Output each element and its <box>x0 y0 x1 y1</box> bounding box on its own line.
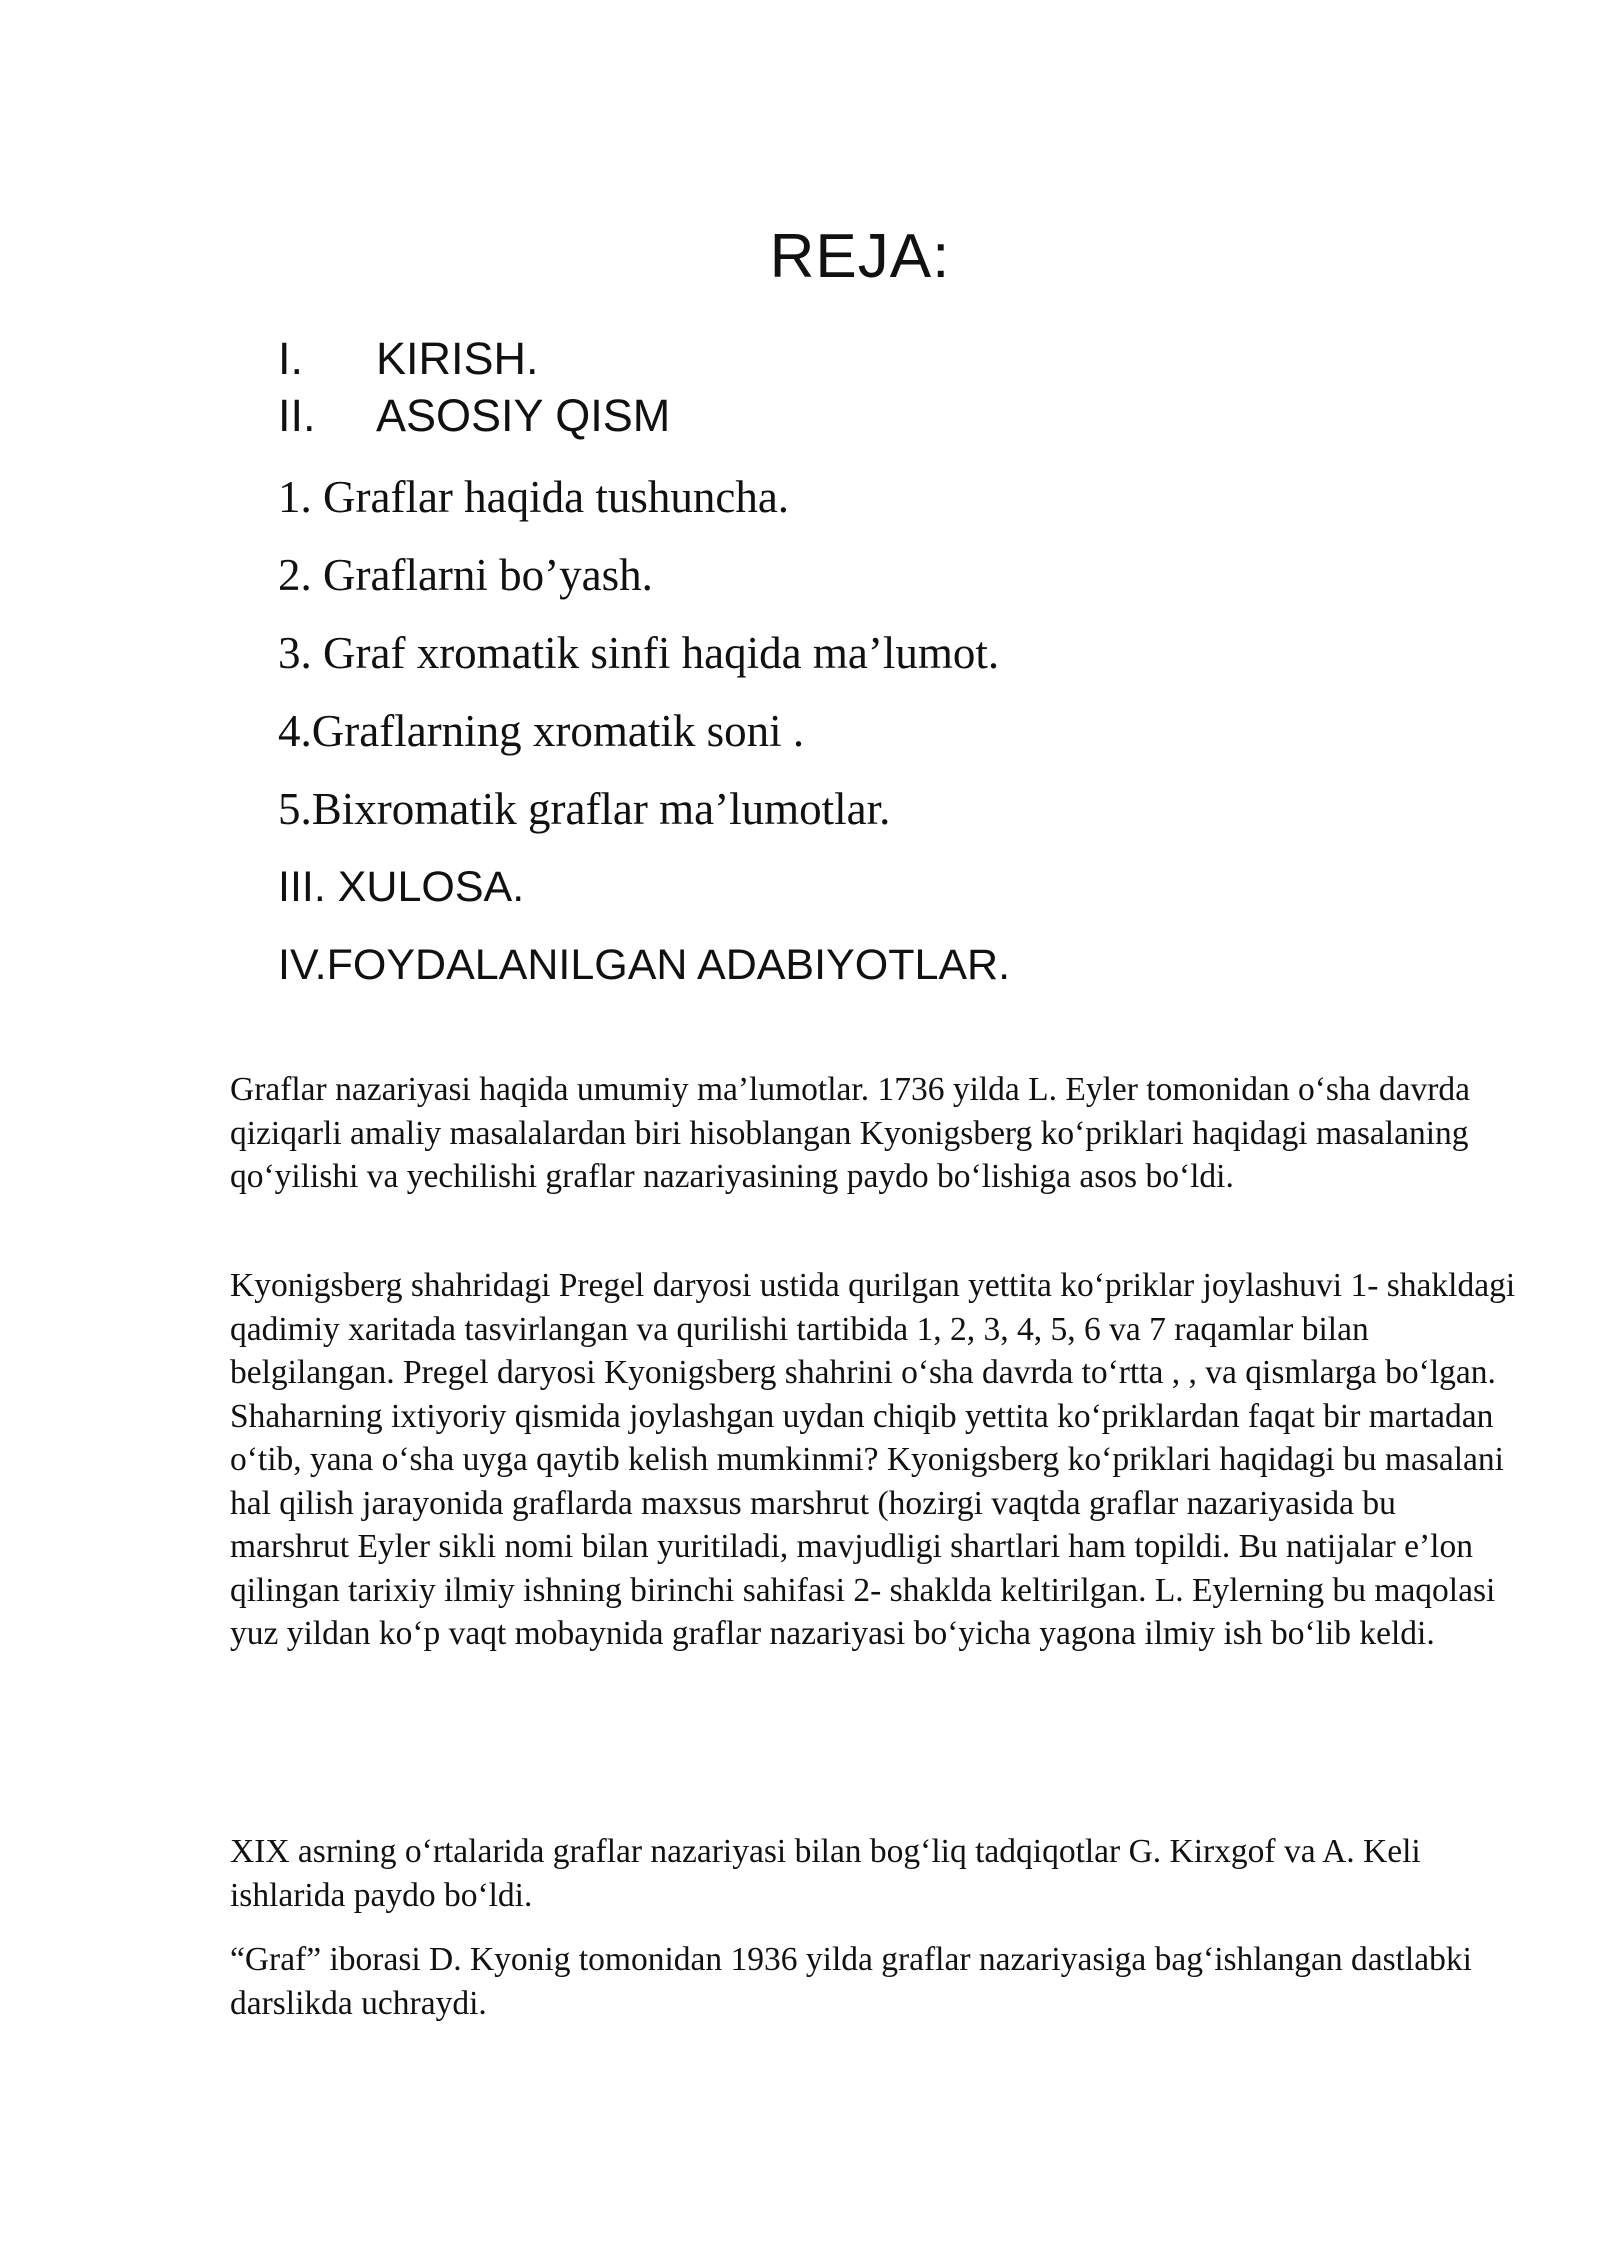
plan-list <box>278 458 1010 1004</box>
plan-item: 1. Graflar haqida tushuncha. <box>278 472 790 522</box>
plan-item: 3. Graf xromatik sinfi haqida ma’lumot. <box>278 628 1000 678</box>
body-paragraph: “Graf” iborasi D. Kyonig tomonidan 1936 yilda graflar nazariyasiga bag‘ishlangan dastlabki darslikda uchraydi. <box>230 1941 1472 2022</box>
plan-item: 5.Bixromatik graflar ma’lumotlar. <box>278 784 891 834</box>
body-paragraph: XIX asrning o‘rtalarida graflar nazariyasi bilan bog‘liq tadqiqotlar G. Kirxgof va A. Keli ishlarida paydo bo‘ldi. <box>230 1833 1421 1914</box>
section-number: II. <box>278 389 316 441</box>
section-item-kirish <box>278 330 670 387</box>
body-paragraph: Kyonigsberg shahridagi Pregel daryosi ustida qurilgan yettita ko‘priklar joylashuvi 1- shakldagi qadimiy xaritada tasvirlangan va qurilishi tartibida 1, 2, 3, 4, 5, 6 va 7 raqamlar bilan belgilangan. Pregel daryosi Kyonigsberg shahrini o‘sha davrda to‘rtta , , va qismlarga bo‘lgan. Shaharning ixtiyoriy qismida joylashgan uydan chiqib yettita ko‘priklardan faqat bir martadan o‘tib, yana o‘sha uyga qaytib kelish mumkinmi? Kyonigsberg ko‘priklari haqidagi bu masalani hal qilish jarayonida graflarda maxsus marshrut (hozirgi vaqtda graflar nazariyasida bu marshrut Eyler sikli nomi bilan yuritiladi, mavjudligi shartlari ham topildi. Bu natijalar e’lon qilingan tarixiy ilmiy ishning birinchi sahifasi 2- shaklda keltirilgan. L. Eylerning bu maqolasi yuz yildan ko‘p vaqt mobaynida graflar nazariyasi bo‘yicha yagona ilmiy ish bo‘lib keldi. <box>230 1267 1516 1652</box>
section-label: KIRISH. <box>376 332 539 384</box>
plan-item-adabiyotlar: IV.FOYDALANILGAN ADABIYOTLAR. <box>278 940 1011 989</box>
section-item-asosiy-qism <box>278 387 670 444</box>
plan-item-xulosa: III. XULOSA. <box>278 862 525 911</box>
plan-item: 2. Graflarni bo’yash. <box>278 550 653 600</box>
plan-item: 4.Graflarning xromatik soni . <box>278 706 805 756</box>
body-paragraph: Graflar nazariyasi haqida umumiy ma’lumotlar. 1736 yilda L. Eyler tomonidan o‘sha davrda qiziqarli amaliy masalalardan biri hisoblangan Kyonigsberg ko‘priklari haqidagi masalaning qo‘yilishi va yechilishi graflar nazariyasining paydo bo‘lishiga asos bo‘ldi. <box>230 1071 1471 1195</box>
section-number: I. <box>278 332 304 384</box>
page-title: REJA: <box>769 222 951 291</box>
section-label: ASOSIY QISM <box>376 389 671 441</box>
section-list <box>278 330 670 444</box>
